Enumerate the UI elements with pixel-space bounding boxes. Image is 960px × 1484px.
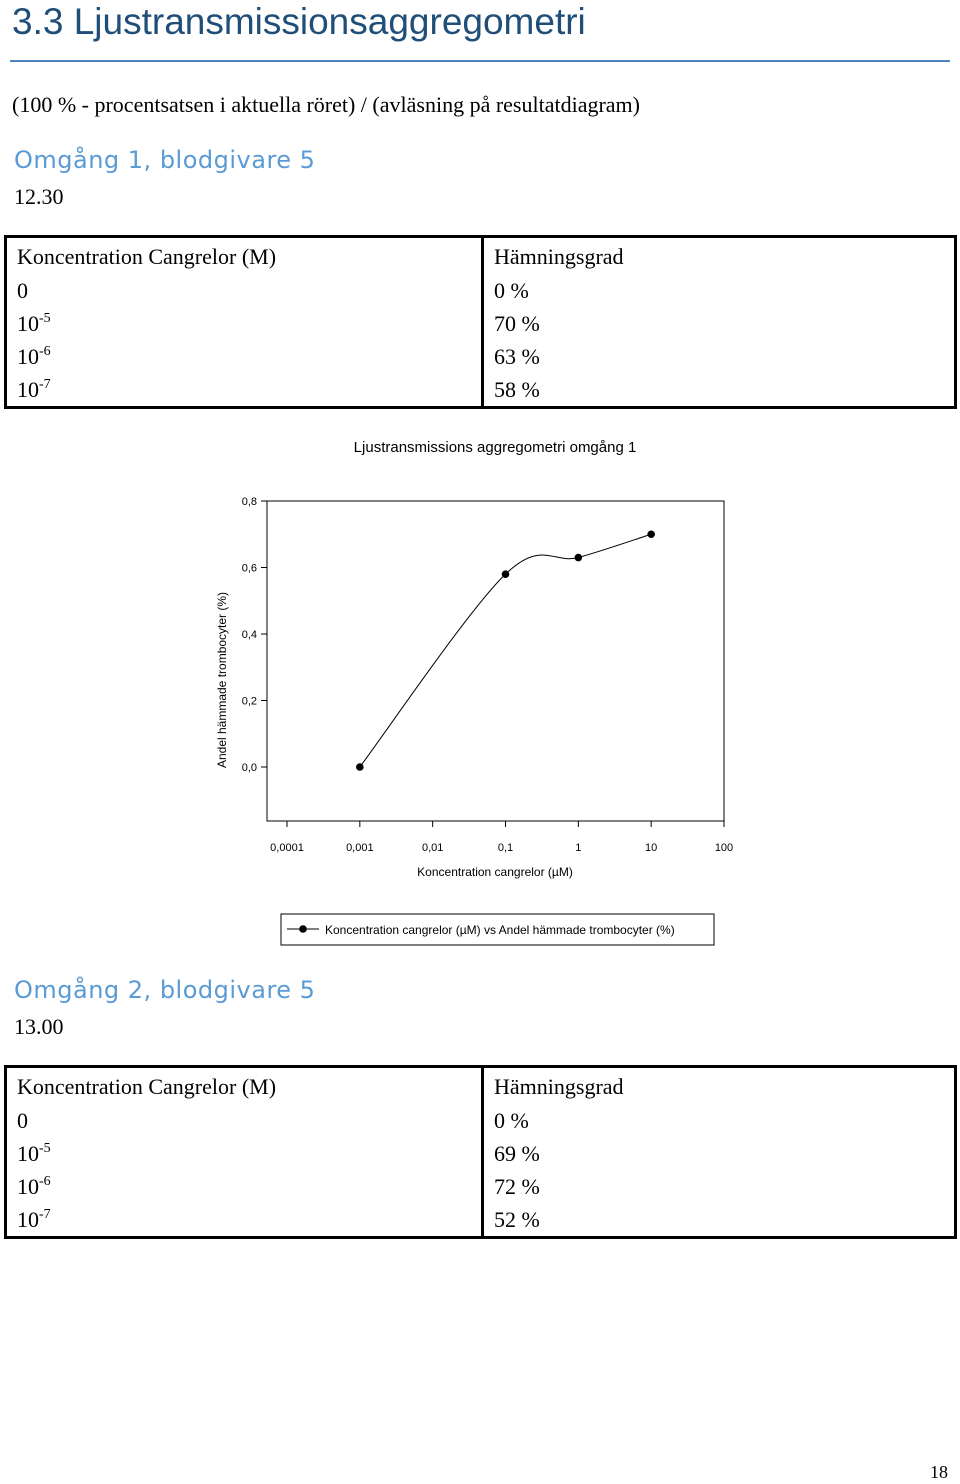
table-header-row [6,1067,956,1105]
concentration-cell [6,1203,483,1238]
x-tick-label: 10 [645,842,658,854]
intro-text: (100 % - procentsatsen i aktuella röret) / (avläsning på resultatdiagram) [12,92,640,117]
conc-base: 10 [17,377,39,402]
concentration-cell [6,340,483,373]
legend-marker [299,925,307,933]
header-concentration: Koncentration Cangrelor (M) [6,237,483,275]
table-row [6,1104,956,1137]
conc-exponent: -7 [39,1207,51,1222]
round-1-time: 12.30 [14,184,64,209]
legend [281,914,714,945]
x-tick-label: 100 [714,842,734,854]
header-inhibition: Hämningsgrad [494,243,624,269]
inhibition-cell: 63 % [494,344,540,369]
round-1-title: Omgång 1, blodgivare 5 [14,146,316,174]
section-heading: 3.3 Ljustransmissionsaggregometri [12,1,586,42]
round-1-table [4,235,957,409]
concentration-cell [6,1137,483,1170]
y-tick-label: 0,8 [241,496,257,508]
plot-frame [267,501,724,821]
table-row [6,1137,956,1170]
conc-base: 0 [17,1108,28,1133]
inhibition-cell: 70 % [494,311,540,336]
conc-exponent: -6 [39,344,51,359]
x-axis-label: Koncentration cangrelor (µM) [417,865,573,879]
conc-exponent: -5 [39,1141,51,1156]
data-point [502,570,510,578]
chart-title: Ljustransmissions aggregometri omgång 1 [353,439,637,456]
x-tick-label: 0,0001 [270,842,304,854]
y-axis-label: Andel hämmade trombocyter (%) [215,591,229,769]
table-row [6,274,956,307]
y-tick-label: 0,6 [241,562,257,575]
conc-base: 10 [17,1207,39,1232]
concentration-cell [6,373,483,408]
inhibition-cell: 69 % [494,1141,540,1166]
inhibition-cell: 0 % [494,278,529,303]
page-number: 18 [930,1462,948,1482]
inhibition-cell: 52 % [494,1207,540,1232]
round-2-table [4,1065,957,1239]
heading-rule [10,60,950,62]
concentration-cell [6,307,483,340]
table-row [6,373,956,408]
y-tick-label: 0,2 [241,695,257,708]
conc-exponent: -5 [39,311,51,326]
table-row [6,1170,956,1203]
conc-exponent: -7 [39,377,51,392]
x-tick-label: 1 [575,842,582,854]
round-2-title: Omgång 2, blodgivare 5 [14,976,316,1004]
conc-base: 10 [17,1174,39,1199]
conc-base: 10 [17,344,39,369]
inhibition-cell: 58 % [494,377,540,402]
concentration-cell [6,1104,483,1137]
concentration-cell [6,274,483,307]
table-row [6,307,956,340]
data-point [647,530,655,538]
inhibition-cell: 0 % [494,1108,529,1133]
inhibition-cell: 72 % [494,1174,540,1199]
table-header-row [6,237,956,275]
x-tick-label: 0,001 [346,842,374,854]
x-tick-label: 0,1 [497,842,514,854]
series-line [360,534,651,767]
header-inhibition: Hämningsgrad [494,1073,624,1099]
conc-exponent: -6 [39,1174,51,1189]
conc-base: 0 [17,278,28,303]
legend-entry: Koncentration cangrelor (µM) vs Andel hämmade trombocyter (%) [325,923,675,937]
header-concentration: Koncentration Cangrelor (M) [6,1067,483,1105]
data-point [575,554,583,562]
round-2-time: 13.00 [14,1014,64,1039]
table-row [6,1203,956,1238]
table-row [6,340,956,373]
data-point [356,763,364,771]
x-tick-label: 0,01 [421,842,444,854]
y-tick-label: 0,0 [241,762,257,774]
x-axis [270,821,733,854]
aggregometry-chart [0,420,960,950]
series-points [356,530,655,770]
concentration-cell [6,1170,483,1203]
conc-base: 10 [17,1141,39,1166]
y-axis [242,496,267,774]
y-tick-label: 0,4 [241,629,257,641]
conc-base: 10 [17,311,39,336]
